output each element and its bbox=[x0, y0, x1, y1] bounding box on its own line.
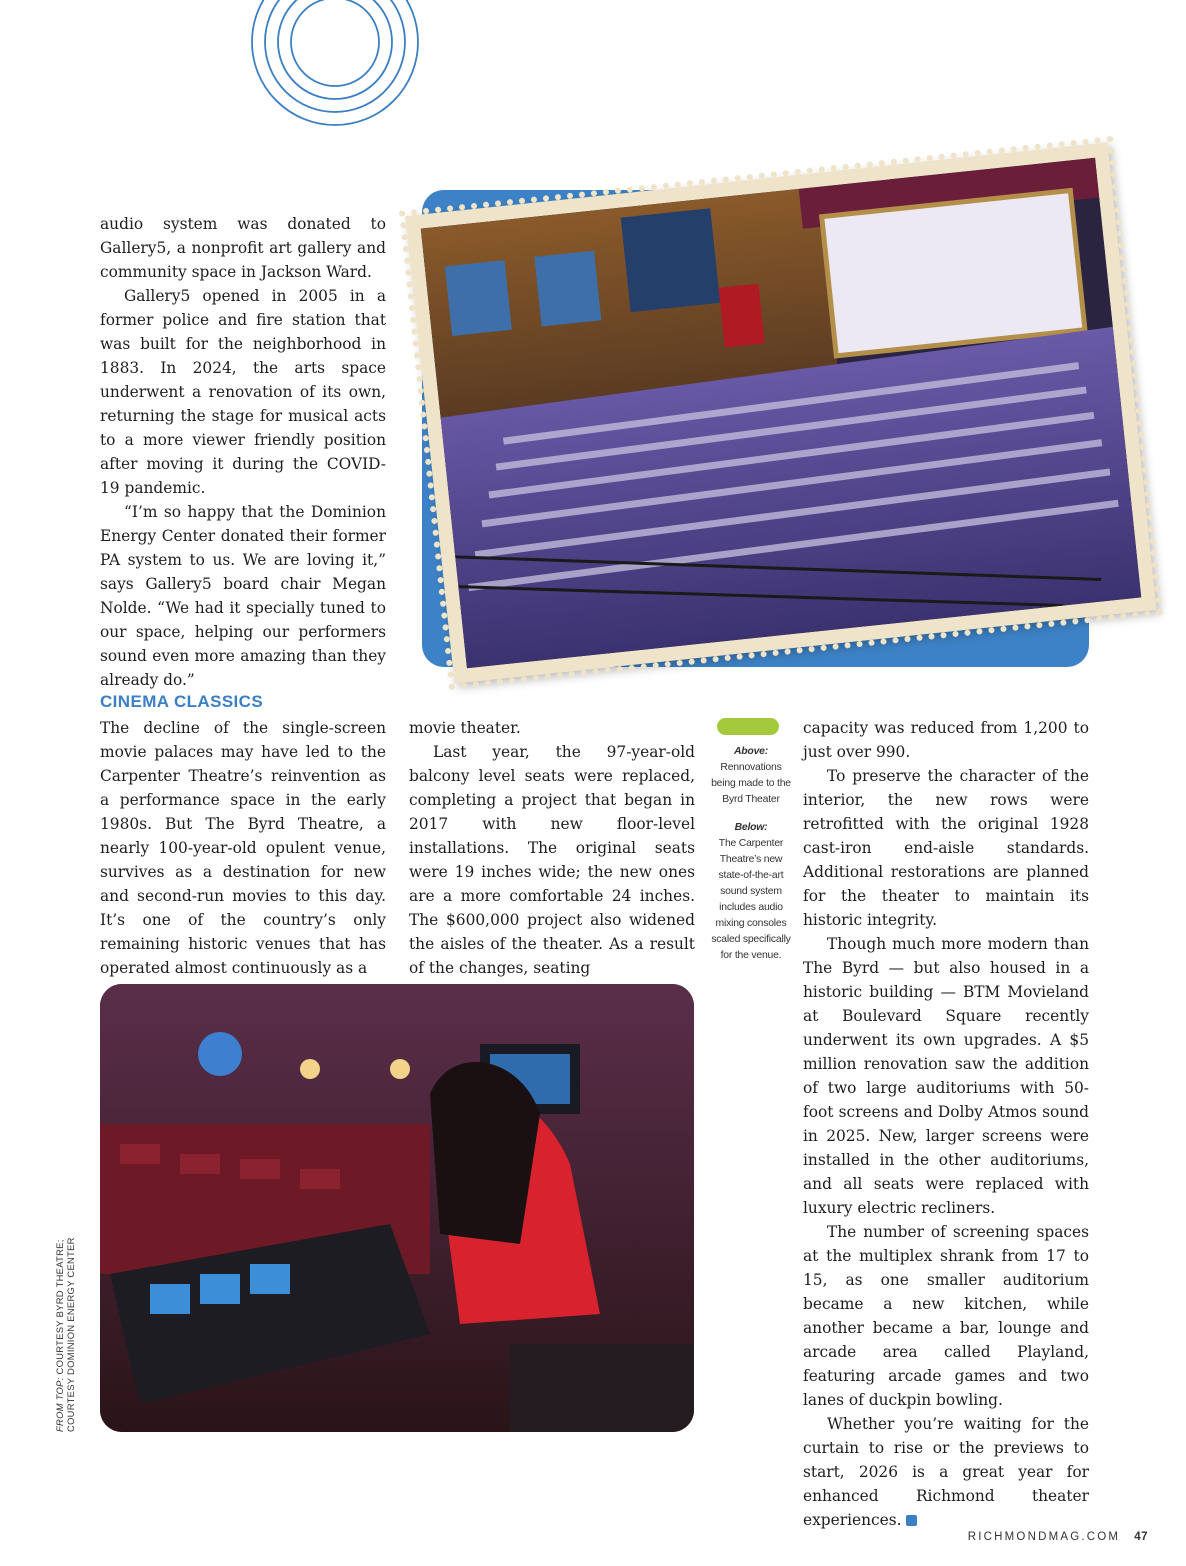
credit-line-2: COURTESY DOMINION ENERGY CENTER bbox=[65, 1237, 76, 1432]
caption-accent-pill bbox=[717, 718, 779, 735]
paragraph: audio system was donated to Gallery5, a nonprofit art gallery and community space in Jackson Ward. bbox=[100, 215, 386, 281]
article-column-3 bbox=[803, 716, 1089, 1532]
paragraph: To preserve the character of the interior, the new rows were retrofitted with the original 1928 cast-iron end-aisle standards. Additional restorations are planned for the theater to maintain its historic integrity. bbox=[803, 767, 1089, 929]
page-number: 47 bbox=[1134, 1531, 1148, 1543]
article-column-1 bbox=[100, 716, 386, 980]
end-of-article-mark bbox=[906, 1515, 917, 1526]
paragraph: The number of screening spaces at the multiplex shrank from 17 to 15, as one smaller auditorium became a new kitchen, while another became a bar, lounge and arcade area called Playland, featuring arcade games and two lanes of duckpin bowling. bbox=[803, 1223, 1089, 1409]
paragraph: Though much more modern than The Byrd — but also housed in a historic building — BTM Movieland at Boulevard Square recently underwent its own upgrades. A $5 million renovation saw the addition of two large auditoriums with 50-foot screens and Dolby Atmos sound in 2025. New, larger screens were installed in the other auditoriums, and all seats were replaced with luxury electric recliners. bbox=[803, 935, 1089, 1217]
caption-above-label: Above: bbox=[733, 746, 768, 757]
paragraph bbox=[803, 1412, 1089, 1532]
paragraph: Last year, the 97-year-old balcony level seats were replaced, completing a project that began in 2017 with new floor-level installations. The original seats were 19 inches wide; the new ones are a more comfortable 24 inches. The $600,000 project also widened the aisles of the theater. As a result of the changes, seating bbox=[409, 743, 695, 977]
page-footer bbox=[968, 1531, 1148, 1543]
continued-article-column bbox=[100, 212, 386, 692]
credit-line-1: COURTESY BYRD THEATRE; bbox=[54, 1239, 65, 1375]
photo-credit bbox=[54, 1172, 76, 1432]
byrd-theatre-photo bbox=[421, 158, 1141, 668]
caption-below-text: The Carpenter Theatre’s new state-of-the-art sound system includes audio mixing consoles scaled specifically for the venue. bbox=[711, 838, 791, 961]
final-paragraph-text: Whether you’re waiting for the curtain to rise or the previews to start, 2026 is a great year for enhanced Richmond theater experiences. bbox=[803, 1415, 1089, 1529]
caption-below-label: Below: bbox=[734, 822, 768, 833]
carpenter-theatre-sound-console-photo bbox=[100, 984, 694, 1432]
credit-label: FROM TOP: bbox=[54, 1377, 65, 1432]
paragraph: The decline of the single-screen movie palaces may have led to the Carpenter Theatre’s reinvention as a performance space in the early 1980s. But The Byrd Theatre, a nearly 100-year-old opulent venue, survives as a destination for new and second-run movies to this day. It’s one of the country’s only remaining historic venues that has operated almost continuously as a bbox=[100, 719, 386, 977]
paragraph: movie theater. bbox=[409, 719, 521, 737]
article-column-2 bbox=[409, 716, 695, 980]
caption-above-text: Rennovations being made to the Byrd Theater bbox=[711, 762, 791, 805]
photo-caption bbox=[710, 744, 792, 964]
byrd-theatre-photo-frame bbox=[405, 142, 1156, 683]
paragraph: capacity was reduced from 1,200 to just over 990. bbox=[803, 719, 1089, 761]
section-heading: CINEMA CLASSICS bbox=[100, 692, 264, 711]
paragraph: “I’m so happy that the Dominion Energy Center donated their former PA system to us. We are loving it,” says Gallery5 board chair Megan Nolde. “We had it specially tuned to our space, helping our performers sound even more amazing than they already do.” bbox=[100, 503, 386, 689]
footer-site: RICHMONDMAG.COM bbox=[967, 1531, 1121, 1543]
concentric-circles-decoration bbox=[250, 0, 420, 135]
paragraph: Gallery5 opened in 2005 in a former police and fire station that was built for the neighborhood in 1883. In 2024, the arts space underwent a renovation of its own, returning the stage for musical acts to a more viewer friendly position after moving it during the COVID-19 pandemic. bbox=[100, 287, 386, 497]
